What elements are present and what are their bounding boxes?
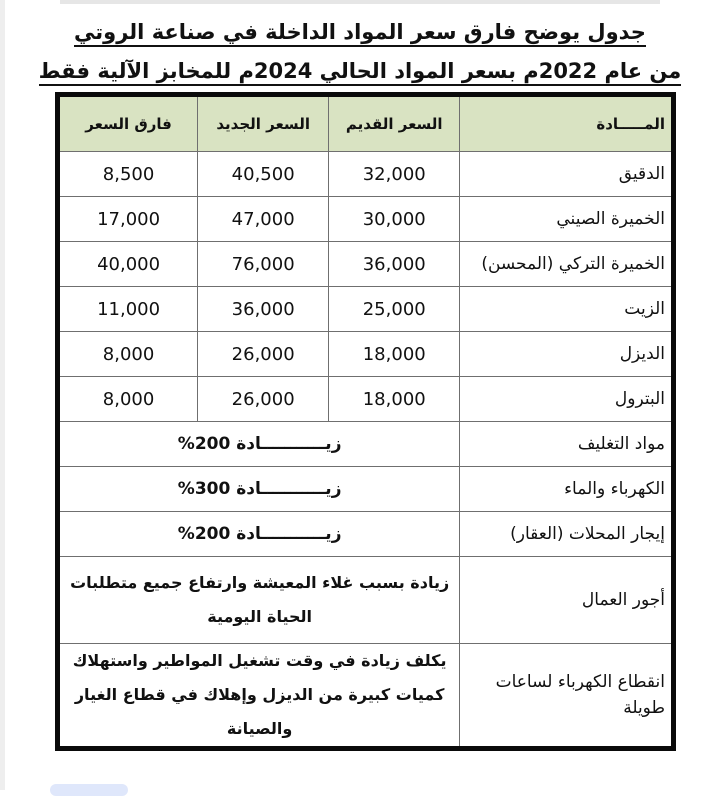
cell-difference: 8,500 xyxy=(58,152,198,197)
cell-difference: 40,000 xyxy=(58,242,198,287)
cell-difference: 11,000 xyxy=(58,287,198,332)
table-row-increase xyxy=(58,422,674,467)
table-header-row xyxy=(58,95,674,152)
cell-old-price: 36,000 xyxy=(329,242,460,287)
cell-difference: 17,000 xyxy=(58,197,198,242)
cell-item: الديزل xyxy=(460,332,674,377)
cell-item: الدقيق xyxy=(460,152,674,197)
cell-new-price: 76,000 xyxy=(198,242,329,287)
header-new-price: السعر الجديد xyxy=(198,95,329,152)
cell-old-price: 18,000 xyxy=(329,377,460,422)
cell-text-note: يكلف زيادة في وقت تشغيل المواطير واستهلاك كميات كبيرة من الديزل وإهلاك في قطاع الغيار والصيانة xyxy=(58,644,460,749)
table-row xyxy=(58,152,674,197)
cell-item: أجور العمال xyxy=(460,557,674,644)
document-title-line-1 xyxy=(0,18,720,46)
cell-difference: 8,000 xyxy=(58,377,198,422)
cell-item: الكهرباء والماء xyxy=(460,467,674,512)
cell-item: الخميرة التركي (المحسن) xyxy=(460,242,674,287)
cell-item: الزيت xyxy=(460,287,674,332)
title-line-1-text: جدول يوضح فارق سعر المواد الداخلة في صناعة الروتي xyxy=(74,20,646,47)
cell-old-price: 18,000 xyxy=(329,332,460,377)
header-item: المـــــادة xyxy=(460,95,674,152)
cell-item: إيجار المحلات (العقار) xyxy=(460,512,674,557)
table-row-text xyxy=(58,557,674,644)
table-row xyxy=(58,287,674,332)
table-row-text xyxy=(58,644,674,749)
title-line-2-text: من عام 2022م بسعر المواد الحالي 2024م للمخابز الآلية فقط xyxy=(39,59,682,86)
header-difference: فارق السعر xyxy=(58,95,198,152)
cell-new-price: 26,000 xyxy=(198,377,329,422)
cell-difference: 8,000 xyxy=(58,332,198,377)
page-top-edge xyxy=(60,0,660,4)
cell-new-price: 26,000 xyxy=(198,332,329,377)
cell-old-price: 30,000 xyxy=(329,197,460,242)
bottom-partial-chip xyxy=(50,784,128,796)
cell-new-price: 40,500 xyxy=(198,152,329,197)
table-row xyxy=(58,377,674,422)
cell-increase-note: زيـــــــــــادة 300% xyxy=(58,467,460,512)
cell-item: الخميرة الصيني xyxy=(460,197,674,242)
cell-item: البترول xyxy=(460,377,674,422)
cell-new-price: 47,000 xyxy=(198,197,329,242)
cell-increase-note: زيـــــــــــادة 200% xyxy=(58,512,460,557)
cell-new-price: 36,000 xyxy=(198,287,329,332)
page-left-edge xyxy=(0,0,5,790)
cell-item: انقطاع الكهرباء لساعات طويلة xyxy=(460,644,674,749)
price-comparison-table xyxy=(55,92,676,751)
cell-old-price: 32,000 xyxy=(329,152,460,197)
cell-increase-note: زيـــــــــــادة 200% xyxy=(58,422,460,467)
table-row xyxy=(58,197,674,242)
cell-old-price: 25,000 xyxy=(329,287,460,332)
table-row-increase xyxy=(58,512,674,557)
table-row xyxy=(58,332,674,377)
table-row xyxy=(58,242,674,287)
cell-item: مواد التغليف xyxy=(460,422,674,467)
document-title-line-2 xyxy=(0,57,720,85)
header-old-price: السعر القديم xyxy=(329,95,460,152)
cell-text-note: زيادة بسبب غلاء المعيشة وارتفاع جميع متطلبات الحياة اليومية xyxy=(58,557,460,644)
table-row-increase xyxy=(58,467,674,512)
